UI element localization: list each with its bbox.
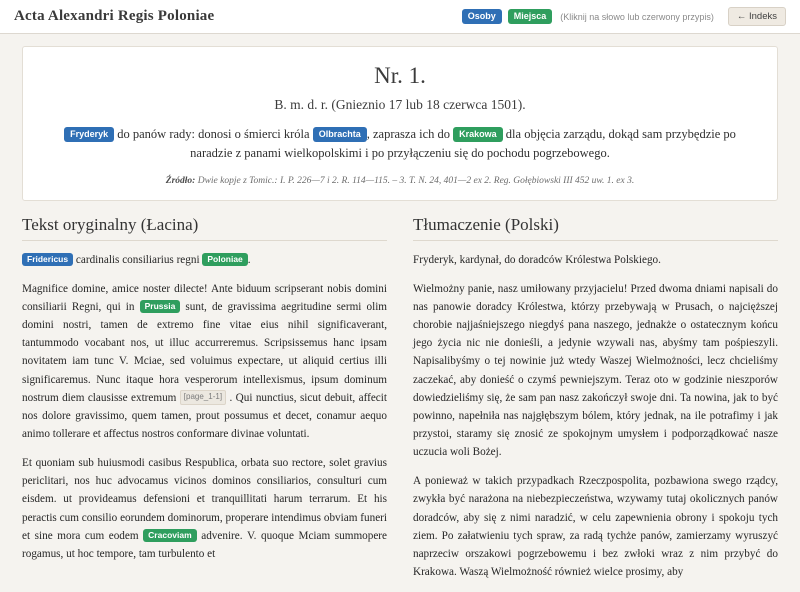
latin-place-poloniae[interactable]: Poloniae — [202, 253, 247, 266]
header-controls — [462, 7, 786, 26]
latin-p1-part3: . Qui nunctius, sicut debuit, affecit nos dolore gravissimo, quem tamen, prout possumus et decet, conamur aequo animo tollerare et affectus nostros conformare divinae voluntati. — [22, 391, 387, 441]
document-source — [49, 176, 751, 186]
polish-paragraph-1: Fryderyk, kardynał, do doradców Królestwa Polskiego. — [413, 253, 661, 266]
legend-chip-persons[interactable]: Osoby — [462, 9, 502, 24]
legend-chip-places[interactable]: Miejsca — [508, 9, 553, 24]
page-marker[interactable]: [page_1-1] — [180, 390, 226, 405]
document-card-wrap — [0, 34, 800, 201]
latin-intro-text: cardinalis consiliarius regni — [73, 253, 203, 266]
latin-paragraph-2 — [22, 454, 387, 563]
regest-person-fryderyk[interactable]: Fryderyk — [64, 127, 114, 142]
latin-p2-part1: Et quoniam sub huiusmodi casibus Respublica, orbata suo rectore, solet gravius periclitari, nos huc advocamus vicinos dominos consiliarios, consulturi cum eisdem. ut provideamus defensioni et tranquillitati harum terrarum. Et his peractis cum consilio eorundem dominorum, properare intendimus obviam funeri et sine mora cum eodem — [22, 457, 387, 542]
polish-paragraph-2: Wielmożny panie, nasz umiłowany przyjacielu! Przed dwoma dniami napisali do nas panowie doradcy Królestwa, którzy przebywają w Prusach, o najcięższej chorobie najjaśniejszego niegdyś pana naszego, jednakże o ostatecznym końcu jego życia nic nie donieśli, a jedynie wzywali nas, abyśmy tam pośpieszyli. Napisalibyśmy o tej nowinie już wtedy Waszej Wielmożności, lecz chcieliśmy zaczekać, aby donieść o czymś pewniejszym. Teraz oto w godzinie nieszporów dowiedzieliśmy się, że sam pan nasz zakończył swoje dni. Ta nowina, jak to być powinno, napełniła nas najgłębszym bólem, który jednak, na ile potrafimy i jak przystoi, staramy się znosić ze spokojnym umysłem i podporządkować nasze uczucia woli Bożej. — [413, 282, 778, 459]
page-title: Acta Alexandri Regis Poloniae — [14, 8, 215, 24]
regest-person-olbracht[interactable]: Olbrachta — [313, 127, 367, 142]
latin-heading: Tekst oryginalny (Łacina) — [22, 215, 387, 241]
latin-p1-part1: Magnifice domine, amice noster dilecte! Ante biduum scripserant nobis domini consiliarii Regni, qui in — [22, 282, 387, 314]
regest-text-2: , zaprasza ich do — [366, 127, 454, 141]
latin-intro — [22, 251, 387, 269]
source-label: Źródło: — [165, 175, 196, 186]
regest-text-3: dla objęcia zarządu, dokąd sam przybędzie po naradzie z panami wielkopolskimi i po przyłączeniu się do pochodu pogrzebowego. — [190, 127, 736, 161]
source-text: Dwie kopje z Tomic.: I. P. 226—7 i 2. R. 114—115. – 3. T. N. 24, 401—2 ex 2. Reg. Gołębiowski III 452 uw. 1. ex 3. — [197, 175, 635, 186]
regest-text-1: do panów rady: donosi o śmierci króla — [114, 127, 313, 141]
header-hint: (Kliknij na słowo lub czerwony przypis) — [560, 11, 714, 22]
latin-place-cracoviam[interactable]: Cracoviam — [143, 529, 196, 542]
polish-paragraph-3: A ponieważ w takich przypadkach Rzeczpospolita, pozbawiona swego rządcy, zwykła być narażona na niebezpieczeństwa, wzywamy tutaj okolicznych panów doradców, aby się z nimi naradzić, w celu zapewnienia obrony i spokoju tych ziem. Po załatwieniu tych spraw, za radą tychże panów, zamierzamy wyruszyć naprzeciw orszakowi pogrzebowemu i bez zwłoki wraz z nim przybyć do Krakowa. Waszą Wielmożność również wielce prosimy, aby — [413, 475, 778, 578]
latin-intro-end: . — [247, 253, 251, 266]
latin-person-fridericus[interactable]: Fridericus — [22, 253, 73, 266]
latin-p2-part2: advenire. V. quoque Mciam summopere rogamus, ut hoc tempore, tam turbulento et — [22, 529, 387, 560]
document-date: B. m. d. r. (Gnieznio 17 lub 18 czerwca 1501). — [274, 97, 526, 112]
document-number: Nr. 1. — [374, 63, 426, 88]
document-card — [22, 46, 778, 201]
regest-place-krakow[interactable]: Krakowa — [453, 127, 503, 142]
latin-paragraph-1 — [22, 280, 387, 443]
index-button[interactable]: ← Indeks — [728, 7, 786, 26]
column-latin — [22, 215, 387, 592]
text-columns — [0, 201, 800, 592]
latin-place-prussia[interactable]: Prussia — [140, 300, 181, 313]
header-bar — [0, 0, 800, 34]
polish-heading: Tłumaczenie (Polski) — [413, 215, 778, 241]
document-regest — [49, 125, 751, 164]
column-polish — [413, 215, 778, 592]
latin-p1-part2: sunt, de gravissima aegritudine sermi olim domini nostri, tamen de extremo fine vitae eius nihil significaverant, tantummodo vocabant nos, ut illuc accurreremus. Scripsissemus hanc ipsam novitatem iam tunc V. Mciae, sed voluimus expectare, ut aliquid certius illi significaremus. Nunc itaque hora vesperorum intellexismus, ipsum dominum nostrum diem clausisse extremum — [22, 301, 387, 404]
